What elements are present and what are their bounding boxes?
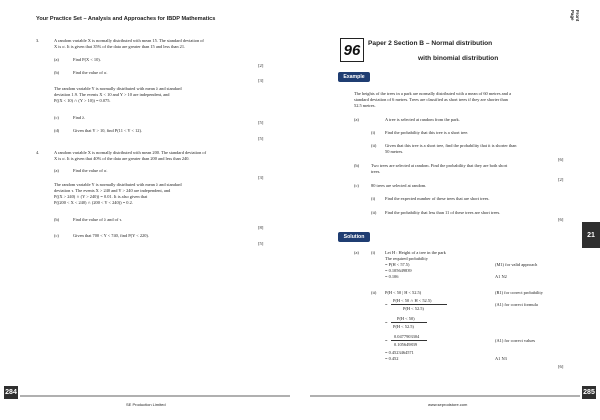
front-page-label: Front Page: [570, 10, 580, 22]
section-title: Paper 2 Section B – Normal distribution: [368, 40, 493, 47]
mark-note: A1 N3: [495, 356, 507, 361]
part-text: Given that Y > 10, find P(11 < Y < 12).: [73, 128, 143, 133]
part-text: Find the value of σ.: [73, 70, 108, 75]
part-label: (b): [54, 70, 60, 75]
part-text: Find the value of σ.: [73, 168, 108, 173]
part-text: 50 metres.: [385, 149, 404, 154]
solution-label: Solution: [338, 232, 370, 242]
part-label: (a): [54, 57, 59, 62]
solution-line: = P(H < 57.5): [385, 262, 410, 267]
fraction-denominator: P(H < 52.5): [403, 306, 424, 311]
mark-note: (M1) for valid approach: [495, 262, 538, 267]
part-label: (c): [54, 233, 59, 238]
part-text: Find λ.: [73, 115, 86, 120]
marks: [3]: [258, 78, 264, 83]
paragraph: The random variable Y is normally distributed with mean λ and standard: [54, 182, 182, 187]
part-text: Find the probability that less than 11 of these trees are short trees.: [385, 210, 501, 215]
solution-line: = 0.106: [385, 274, 399, 279]
solution-line: The required probability: [385, 256, 428, 261]
part-text: Find the probability that this tree is a short tree.: [385, 130, 469, 135]
fraction-bar: [391, 304, 447, 305]
example-label: Example: [338, 72, 370, 82]
mark-note: (A1) for correct values: [495, 338, 536, 343]
solution-line: = 0.105649839: [385, 268, 412, 273]
marks: [2]: [258, 63, 264, 68]
fraction-numerator: 0.0477903304: [394, 334, 420, 339]
marks: [5]: [258, 241, 264, 246]
part-text: Find the expected number of these trees that are short trees.: [385, 196, 490, 201]
part-label: (ii): [371, 290, 377, 295]
mark-note: (A1) for correct formula: [495, 302, 538, 307]
question-number: 4.: [36, 150, 40, 155]
part-label: (ii): [371, 143, 377, 148]
section-subtitle: with binomial distribution: [418, 55, 499, 62]
paragraph: deviation τ. The events X > 240 and Y > 240 are independent, and: [54, 188, 171, 193]
part-label: (ii): [371, 210, 377, 215]
mark-note: (R1) for correct probability: [495, 290, 543, 295]
part-label: (c): [54, 115, 59, 120]
marks: [6]: [558, 364, 564, 369]
fraction-bar: [391, 340, 427, 341]
question-text: X is σ. It is given that 40% of the data are greater than 200 and less than 240.: [54, 156, 190, 161]
paragraph: standard deviation of 6 metres. Trees are classified as short trees if they are shorter than: [354, 97, 508, 102]
fraction-denominator: P(H < 52.5): [393, 324, 414, 329]
fraction-numerator: P(H < 50 ∩ H < 52.5): [393, 298, 432, 303]
equals-sign: =: [385, 320, 388, 325]
publisher-website: www.seprodstore.com: [428, 402, 468, 407]
paragraph: P((X < 10) ∩ (Y > 10)) = 0.075.: [54, 98, 111, 103]
fraction-bar: [391, 322, 427, 323]
fraction-denominator: 0.105649839: [394, 342, 418, 347]
marks: [3]: [258, 175, 264, 180]
solution-line: = 0.452: [385, 356, 399, 361]
marks: [5]: [258, 136, 264, 141]
question-text: A random variable X is normally distributed with mean 15. The standard deviation of: [54, 38, 204, 43]
equals-sign: =: [385, 302, 388, 307]
solution-line: P(H < 50 | H < 52.5): [385, 290, 422, 295]
paragraph: deviation 1.9. The events X < 10 and Y > 10 are independent, and: [54, 92, 170, 97]
part-text: Given that 700 < Y < 740, find P(Y < 220).: [73, 233, 149, 238]
paragraph: The random variable Y is normally distributed with mean λ and standard: [54, 86, 182, 91]
paragraph: The heights of the trees in a park are normally distributed with a mean of 60 metres and a: [354, 91, 512, 96]
footer-bar: [20, 395, 290, 397]
chapter-badge: 96: [340, 38, 364, 62]
part-text: Find the value of λ and of τ.: [73, 217, 123, 222]
fraction-numerator: P(H < 50): [397, 316, 415, 321]
paragraph: P((X > 240) ∩ (Y > 240)) = 0.01. It is also given that: [54, 194, 148, 199]
part-text: Find P(X < 10).: [73, 57, 101, 62]
marks: [6]: [558, 157, 564, 162]
solution-line: = 0.4523464571: [385, 350, 414, 355]
equals-sign: =: [385, 338, 388, 343]
marks: [6]: [558, 217, 564, 222]
part-text: A tree is selected at random from the park.: [385, 117, 460, 122]
marks: [5]: [258, 120, 264, 125]
paragraph: P((200 < X < 240) ∩ (200 < Y < 240)) = 0.2.: [54, 200, 133, 205]
page-number-right: 285: [582, 386, 596, 399]
part-label: (a): [354, 117, 359, 122]
part-label: (a): [354, 250, 359, 255]
chapter-side-tab: 21: [582, 222, 600, 248]
solution-line: Let H : Height of a tree in the park: [385, 250, 446, 255]
part-label: (i): [371, 250, 376, 255]
part-text: Two trees are selected at random. Find the probability that they are both short: [371, 163, 508, 168]
part-label: (i): [371, 196, 376, 201]
mark-note: A1 N2: [495, 274, 507, 279]
question-text: X is σ. It is given that 35% of the data are greater than 15 and less than 21.: [54, 44, 186, 49]
page-number-left: 284: [4, 386, 18, 399]
part-label: (i): [371, 130, 376, 135]
part-label: (c): [354, 183, 359, 188]
marks: [8]: [258, 225, 264, 230]
part-label: (b): [354, 163, 360, 168]
part-text: Given that this tree is a short tree, find the probability that it is shorter than: [385, 143, 517, 148]
part-label: (a): [54, 168, 59, 173]
question-text: A random variable X is normally distributed with mean 200. The standard deviation of: [54, 150, 207, 155]
footer-bar: [310, 395, 580, 397]
question-number: 3.: [36, 38, 40, 43]
part-text: trees.: [371, 169, 381, 174]
publisher-name: SE Production Limited: [126, 402, 166, 407]
paragraph: 52.5 metres.: [354, 103, 376, 108]
book-title: Your Practice Set – Analysis and Approaches for IBDP Mathematics: [36, 16, 216, 22]
marks: [2]: [558, 177, 564, 182]
part-label: (d): [54, 128, 60, 133]
part-label: (b): [54, 217, 60, 222]
part-text: 80 trees are selected at random.: [371, 183, 427, 188]
